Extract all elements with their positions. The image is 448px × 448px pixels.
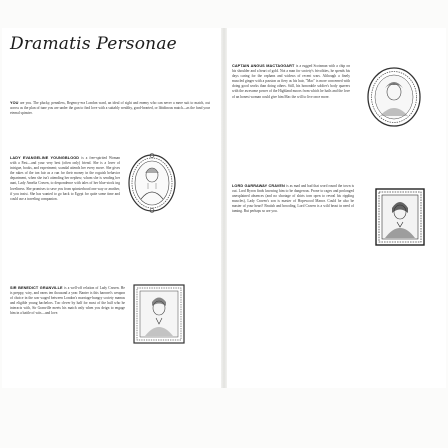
- portrait-mactaggart: [366, 66, 422, 128]
- entry-evangeline: [10, 156, 120, 212]
- entry-craven: [232, 184, 354, 282]
- entry-granville: [10, 286, 125, 364]
- entry-evangeline-continued: [10, 214, 210, 266]
- portrait-granville: [133, 284, 185, 344]
- portrait-craven: [375, 188, 425, 246]
- portrait-evangeline: [127, 153, 177, 213]
- entry-name: LADY EVANGELINE YOUNGBLOOD: [10, 156, 82, 160]
- entry-name: YOU: [10, 101, 20, 105]
- entry-text: are you. The plucky, penniless, Regency-era London ward, an ideal of sight and enemy who can never a mere suit to match, out across as the plan of tune you are under the gun to find love with a suitably wealthy, good-hearted, or libidinous match—as the fund your eternal spinster.: [10, 101, 210, 116]
- entry-text: is a rugged Scotsman with a chip on his shoulder and a heart of gold. Not a man for society's frivolities, he spends his days caring for the orphans and widows of recent wars. Although a finely muscled ginger with a passion as fiery as his hair, "Mac" is more concerned with doing good works than doing others. Still, his honorable soldier's body quavers with the awesome power of the Highland moors from which he hails and the love of an honest woman could give him Mac the will to live once more.: [232, 64, 350, 99]
- entry-text: is a free-spirited Woman with a Past—and your very best (often only) friend. She is a lover of intrigue, books, and experiment; scandal attends her every move. She gives the rakes of the ton fair as a run for their money in the roguish behavior department, when she isn't attending her nephew, whom she is sending her aunt, Lady Amelia Craven, to despondence with tales of her blue-stock ing loveliness. She promises to save you from spinsterhood one way or another, if you insist. She has wanted to go back to Egypt for quite some time and could use a traveling companion.: [10, 156, 120, 201]
- entry-you: [10, 101, 210, 145]
- entry-text: is as mad and bad that word round the town is out. Lord Byron finds knowing him to be dangerous. Prone to rages and prolonged unexplained absences (and no shortage of shirts torn open to reveal his rippling muscles), Lady Craven's son is master of Hopewood Manor. Could he also be master of your heart? Brutish and brooding, Lord Craven is a wild beast in need of taming. But perhaps so are you.: [232, 184, 354, 214]
- entry-name: LORD GARRAWAY CRAVEN: [232, 184, 287, 188]
- entry-name: CAPTAIN ANGUS MACTAGGART: [232, 64, 296, 68]
- page-title: Dramatis Personae: [10, 34, 177, 54]
- entry-name: SIR BENEDICT GRANVILLE: [10, 286, 65, 290]
- entry-text: is a well-off relation of Lady Craven. He is preppy, wiry, and earns ten thousand a year. Banter is this baronet's weapon of choice in the war waged between London's marriage-hungry society mamas and eligible young bachelors. Too clever by half for most of the half who he interacts with, Sir Granville meets his match only when you deign to engage him in a battle of wits—and love.: [10, 286, 125, 316]
- entry-mactaggart: [232, 64, 350, 170]
